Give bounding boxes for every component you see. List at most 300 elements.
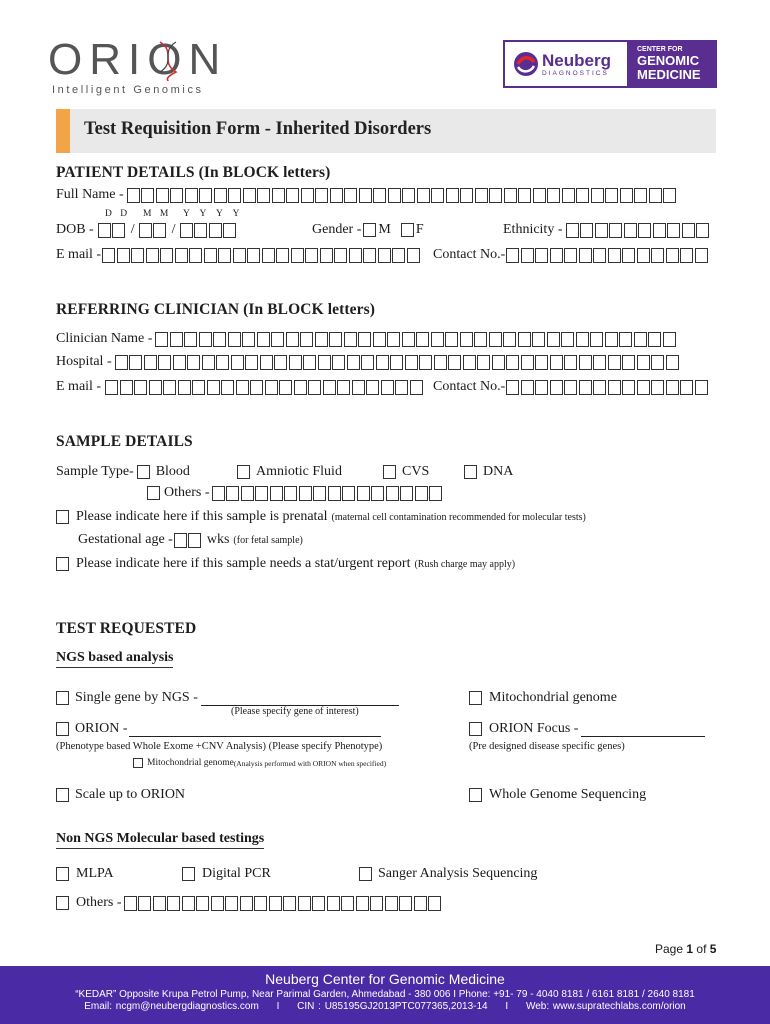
char-box[interactable] (216, 355, 229, 370)
char-box[interactable] (223, 223, 236, 238)
char-box[interactable] (506, 248, 519, 263)
char-box[interactable] (233, 248, 246, 263)
char-box[interactable] (378, 248, 391, 263)
char-box[interactable] (622, 355, 635, 370)
char-box[interactable] (349, 248, 362, 263)
char-box[interactable] (593, 380, 606, 395)
char-box[interactable] (475, 188, 488, 203)
char-box[interactable] (405, 355, 418, 370)
char-box[interactable] (547, 188, 560, 203)
char-box[interactable] (243, 188, 256, 203)
char-box[interactable] (323, 380, 336, 395)
char-box[interactable] (624, 223, 637, 238)
char-box[interactable] (506, 355, 519, 370)
char-box[interactable] (564, 355, 577, 370)
single-gene-label: Single gene by NGS - (75, 690, 198, 705)
char-box[interactable] (521, 380, 534, 395)
char-box[interactable] (566, 223, 579, 238)
char-box[interactable] (370, 896, 383, 911)
wgs-checkbox[interactable] (469, 788, 482, 802)
char-box[interactable] (463, 355, 476, 370)
char-box[interactable] (144, 355, 157, 370)
orion-focus-checkbox[interactable] (469, 722, 482, 736)
char-box[interactable] (547, 332, 560, 347)
char-box[interactable] (400, 486, 413, 501)
char-box[interactable] (328, 486, 341, 501)
char-box[interactable] (390, 355, 403, 370)
dob-row (56, 222, 238, 238)
char-box[interactable] (301, 188, 314, 203)
char-box[interactable] (373, 188, 386, 203)
char-box[interactable] (477, 355, 490, 370)
char-box[interactable] (196, 896, 209, 911)
char-box[interactable] (347, 355, 360, 370)
char-box[interactable] (358, 332, 371, 347)
char-box[interactable] (417, 188, 430, 203)
char-box[interactable] (202, 355, 215, 370)
orion-line[interactable] (129, 722, 381, 737)
char-box[interactable] (460, 332, 473, 347)
char-box[interactable] (194, 223, 207, 238)
char-box[interactable] (608, 380, 621, 395)
char-box[interactable] (342, 486, 355, 501)
char-box[interactable] (341, 896, 354, 911)
full-name-row (56, 187, 678, 203)
char-box[interactable] (663, 188, 676, 203)
sanger-checkbox[interactable] (359, 867, 372, 881)
char-box[interactable] (242, 332, 255, 347)
char-box[interactable] (419, 355, 432, 370)
char-box[interactable] (213, 332, 226, 347)
char-box[interactable] (489, 332, 502, 347)
char-box[interactable] (518, 188, 531, 203)
char-box[interactable] (622, 248, 635, 263)
char-box[interactable] (373, 332, 386, 347)
char-box[interactable] (173, 355, 186, 370)
char-box[interactable] (605, 188, 618, 203)
char-box[interactable] (250, 380, 263, 395)
char-box[interactable] (156, 188, 169, 203)
char-box[interactable] (245, 355, 258, 370)
char-box[interactable] (663, 332, 676, 347)
char-box[interactable] (158, 355, 171, 370)
char-box[interactable] (550, 380, 563, 395)
char-box[interactable] (337, 380, 350, 395)
char-box[interactable] (231, 355, 244, 370)
cvs-checkbox[interactable] (383, 465, 396, 479)
prenatal-checkbox[interactable] (56, 510, 69, 524)
char-box[interactable] (622, 380, 635, 395)
char-box[interactable] (318, 355, 331, 370)
page-current: 1 (686, 942, 694, 956)
char-box[interactable] (448, 355, 461, 370)
char-box[interactable] (605, 332, 618, 347)
char-box[interactable] (271, 332, 284, 347)
ngs-heading (56, 648, 173, 668)
char-box[interactable] (385, 896, 398, 911)
char-box[interactable] (564, 380, 577, 395)
dob-month-boxes[interactable] (139, 223, 168, 238)
char-box[interactable] (535, 355, 548, 370)
char-box[interactable] (286, 332, 299, 347)
char-box[interactable] (184, 332, 197, 347)
scale-up-label: Scale up to ORION (75, 787, 186, 802)
char-box[interactable] (680, 248, 693, 263)
char-box[interactable] (284, 486, 297, 501)
char-box[interactable] (695, 380, 708, 395)
clinician-email-boxes[interactable] (105, 380, 424, 395)
gestational-boxes[interactable] (174, 533, 203, 548)
char-box[interactable] (320, 248, 333, 263)
char-box[interactable] (155, 332, 168, 347)
char-box[interactable] (170, 188, 183, 203)
char-box[interactable] (308, 380, 321, 395)
char-box[interactable] (240, 896, 253, 911)
char-box[interactable] (361, 355, 374, 370)
char-box[interactable] (163, 380, 176, 395)
clinician-contact-boxes[interactable] (506, 380, 709, 395)
char-box[interactable] (591, 188, 604, 203)
char-box[interactable] (299, 486, 312, 501)
char-box[interactable] (579, 355, 592, 370)
char-box[interactable] (590, 332, 603, 347)
char-box[interactable] (218, 248, 231, 263)
char-box[interactable] (269, 896, 282, 911)
char-box[interactable] (533, 188, 546, 203)
char-box[interactable] (492, 355, 505, 370)
page-total: 5 (709, 942, 717, 956)
char-box[interactable] (395, 380, 408, 395)
char-box[interactable] (272, 188, 285, 203)
ethnicity-boxes[interactable] (566, 223, 711, 238)
char-box[interactable] (637, 248, 650, 263)
char-box[interactable] (300, 332, 313, 347)
char-box[interactable] (262, 248, 275, 263)
char-box[interactable] (312, 896, 325, 911)
char-box[interactable] (212, 486, 225, 501)
char-box[interactable] (357, 486, 370, 501)
char-box[interactable] (303, 355, 316, 370)
dna-label: DNA (483, 464, 514, 479)
char-box[interactable] (562, 188, 575, 203)
char-box[interactable] (254, 896, 267, 911)
char-box[interactable] (98, 223, 111, 238)
char-box[interactable] (211, 896, 224, 911)
char-box[interactable] (286, 188, 299, 203)
char-box[interactable] (236, 380, 249, 395)
char-box[interactable] (276, 248, 289, 263)
char-box[interactable] (257, 188, 270, 203)
char-box[interactable] (503, 332, 516, 347)
char-box[interactable] (637, 380, 650, 395)
char-box[interactable] (174, 533, 187, 548)
char-box[interactable] (363, 248, 376, 263)
char-box[interactable] (344, 188, 357, 203)
char-box[interactable] (138, 896, 151, 911)
dpcr-checkbox[interactable] (182, 867, 195, 881)
char-box[interactable] (209, 223, 222, 238)
char-box[interactable] (651, 248, 664, 263)
char-box[interactable] (504, 188, 517, 203)
orion-checkbox[interactable] (56, 722, 69, 736)
char-box[interactable] (182, 896, 195, 911)
char-box[interactable] (619, 332, 632, 347)
char-box[interactable] (410, 380, 423, 395)
char-box[interactable] (580, 223, 593, 238)
char-box[interactable] (446, 188, 459, 203)
char-box[interactable] (115, 355, 128, 370)
char-box[interactable] (593, 355, 606, 370)
char-box[interactable] (386, 486, 399, 501)
char-box[interactable] (407, 248, 420, 263)
char-box[interactable] (315, 332, 328, 347)
char-box[interactable] (608, 355, 621, 370)
char-box[interactable] (579, 380, 592, 395)
char-box[interactable] (399, 896, 412, 911)
char-box[interactable] (283, 896, 296, 911)
hospital-boxes[interactable] (115, 355, 681, 370)
char-box[interactable] (381, 380, 394, 395)
char-box[interactable] (634, 188, 647, 203)
char-box[interactable] (532, 332, 545, 347)
char-box[interactable] (460, 188, 473, 203)
char-box[interactable] (402, 188, 415, 203)
char-box[interactable] (149, 380, 162, 395)
dna-checkbox[interactable] (464, 465, 477, 479)
char-box[interactable] (146, 248, 159, 263)
char-box[interactable] (204, 248, 217, 263)
char-box[interactable] (170, 332, 183, 347)
char-box[interactable] (648, 332, 661, 347)
char-box[interactable] (651, 380, 664, 395)
dob-day-boxes[interactable] (98, 223, 127, 238)
char-box[interactable] (593, 248, 606, 263)
patient-email-boxes[interactable] (102, 248, 421, 263)
char-box[interactable] (666, 355, 679, 370)
char-box[interactable] (291, 248, 304, 263)
char-box[interactable] (637, 355, 650, 370)
char-box[interactable] (696, 223, 709, 238)
char-box[interactable] (535, 380, 548, 395)
dob-label: DOB - (56, 222, 94, 237)
char-box[interactable] (576, 332, 589, 347)
amniotic-checkbox[interactable] (237, 465, 250, 479)
char-box[interactable] (334, 248, 347, 263)
dpcr-row (182, 866, 271, 882)
char-box[interactable] (376, 355, 389, 370)
char-box[interactable] (579, 248, 592, 263)
char-box[interactable] (129, 355, 142, 370)
char-box[interactable] (313, 486, 326, 501)
scale-up-checkbox[interactable] (56, 788, 69, 802)
char-box[interactable] (506, 380, 519, 395)
char-box[interactable] (680, 380, 693, 395)
char-box[interactable] (139, 223, 152, 238)
clinician-name-label: Clinician Name - (56, 331, 153, 346)
char-box[interactable] (521, 355, 534, 370)
dob-year-boxes[interactable] (180, 223, 238, 238)
char-box[interactable] (199, 188, 212, 203)
char-box[interactable] (330, 188, 343, 203)
char-box[interactable] (228, 332, 241, 347)
char-box[interactable] (666, 248, 679, 263)
char-box[interactable] (634, 332, 647, 347)
patient-contact-boxes[interactable] (506, 248, 709, 263)
char-box[interactable] (344, 332, 357, 347)
amniotic-row (237, 464, 342, 480)
char-box[interactable] (609, 223, 622, 238)
char-box[interactable] (402, 332, 415, 347)
char-box[interactable] (550, 248, 563, 263)
char-box[interactable] (199, 332, 212, 347)
char-box[interactable] (228, 188, 241, 203)
char-box[interactable] (185, 188, 198, 203)
char-box[interactable] (431, 332, 444, 347)
char-box[interactable] (192, 380, 205, 395)
char-box[interactable] (595, 223, 608, 238)
char-box[interactable] (127, 188, 140, 203)
char-box[interactable] (392, 248, 405, 263)
char-box[interactable] (667, 223, 680, 238)
mlpa-checkbox[interactable] (56, 867, 69, 881)
blood-checkbox[interactable] (137, 465, 150, 479)
char-box[interactable] (416, 332, 429, 347)
char-box[interactable] (550, 355, 563, 370)
char-box[interactable] (371, 486, 384, 501)
char-box[interactable] (682, 223, 695, 238)
char-box[interactable] (134, 380, 147, 395)
char-box[interactable] (131, 248, 144, 263)
char-box[interactable] (141, 188, 154, 203)
char-box[interactable] (225, 896, 238, 911)
char-box[interactable] (153, 223, 166, 238)
char-box[interactable] (366, 380, 379, 395)
char-box[interactable] (274, 355, 287, 370)
char-box[interactable] (445, 332, 458, 347)
gender-m-checkbox[interactable] (363, 223, 376, 237)
char-box[interactable] (117, 248, 130, 263)
char-box[interactable] (175, 248, 188, 263)
gestational-label: Gestational age - (78, 532, 173, 547)
tests-others-boxes[interactable] (124, 896, 443, 911)
char-box[interactable] (124, 896, 137, 911)
footer-email[interactable]: Email: ncgm@neubergdiagnostics.com (84, 1001, 259, 1012)
char-box[interactable] (257, 332, 270, 347)
char-box[interactable] (207, 380, 220, 395)
char-box[interactable] (105, 380, 118, 395)
sample-others-checkbox[interactable] (147, 486, 160, 500)
dna-row (464, 464, 513, 480)
char-box[interactable] (561, 332, 574, 347)
sample-others-boxes[interactable] (212, 486, 444, 501)
char-box[interactable] (608, 248, 621, 263)
char-box[interactable] (315, 188, 328, 203)
char-box[interactable] (260, 355, 273, 370)
gender-f-checkbox[interactable] (401, 223, 414, 237)
char-box[interactable] (270, 486, 283, 501)
char-box[interactable] (414, 896, 427, 911)
char-box[interactable] (474, 332, 487, 347)
char-box[interactable] (255, 486, 268, 501)
char-box[interactable] (188, 533, 201, 548)
char-box[interactable] (428, 896, 441, 911)
stat-checkbox[interactable] (56, 557, 69, 571)
mito-checkbox[interactable] (469, 691, 482, 705)
char-box[interactable] (332, 355, 345, 370)
char-box[interactable] (265, 380, 278, 395)
tests-others-checkbox[interactable] (56, 896, 69, 910)
char-box[interactable] (329, 332, 342, 347)
clinician-name-boxes[interactable] (155, 332, 677, 347)
char-box[interactable] (359, 188, 372, 203)
char-box[interactable] (221, 380, 234, 395)
char-box[interactable] (241, 486, 254, 501)
char-box[interactable] (167, 896, 180, 911)
char-box[interactable] (327, 896, 340, 911)
single-gene-row (56, 690, 399, 706)
char-box[interactable] (564, 248, 577, 263)
char-box[interactable] (153, 896, 166, 911)
char-box[interactable] (298, 896, 311, 911)
char-box[interactable] (356, 896, 369, 911)
char-box[interactable] (649, 188, 662, 203)
char-box[interactable] (189, 248, 202, 263)
char-box[interactable] (653, 223, 666, 238)
prenatal-row (56, 509, 586, 525)
single-gene-checkbox[interactable] (56, 691, 69, 705)
char-box[interactable] (294, 380, 307, 395)
char-box[interactable] (112, 223, 125, 238)
char-box[interactable] (431, 188, 444, 203)
char-box[interactable] (247, 248, 260, 263)
tests-others-row (56, 895, 443, 911)
char-box[interactable] (178, 380, 191, 395)
char-box[interactable] (576, 188, 589, 203)
char-box[interactable] (521, 248, 534, 263)
char-box[interactable] (695, 248, 708, 263)
orion-focus-line[interactable] (581, 722, 705, 737)
char-box[interactable] (305, 248, 318, 263)
char-box[interactable] (666, 380, 679, 395)
char-box[interactable] (388, 188, 401, 203)
char-box[interactable] (160, 248, 173, 263)
char-box[interactable] (434, 355, 447, 370)
wgs-row (469, 787, 646, 803)
char-box[interactable] (489, 188, 502, 203)
char-box[interactable] (651, 355, 664, 370)
char-box[interactable] (429, 486, 442, 501)
char-box[interactable] (638, 223, 651, 238)
char-box[interactable] (415, 486, 428, 501)
char-box[interactable] (620, 188, 633, 203)
single-gene-line[interactable] (201, 691, 399, 706)
char-box[interactable] (102, 248, 115, 263)
mito-sub-checkbox[interactable] (133, 758, 143, 768)
footer-web[interactable]: Web: www.supratechlabs.com/orion (525, 1001, 686, 1012)
char-box[interactable] (120, 380, 133, 395)
char-box[interactable] (518, 332, 531, 347)
char-box[interactable] (187, 355, 200, 370)
char-box[interactable] (279, 380, 292, 395)
full-name-boxes[interactable] (127, 188, 678, 203)
char-box[interactable] (180, 223, 193, 238)
char-box[interactable] (387, 332, 400, 347)
char-box[interactable] (226, 486, 239, 501)
char-box[interactable] (289, 355, 302, 370)
char-box[interactable] (214, 188, 227, 203)
char-box[interactable] (535, 248, 548, 263)
char-box[interactable] (352, 380, 365, 395)
